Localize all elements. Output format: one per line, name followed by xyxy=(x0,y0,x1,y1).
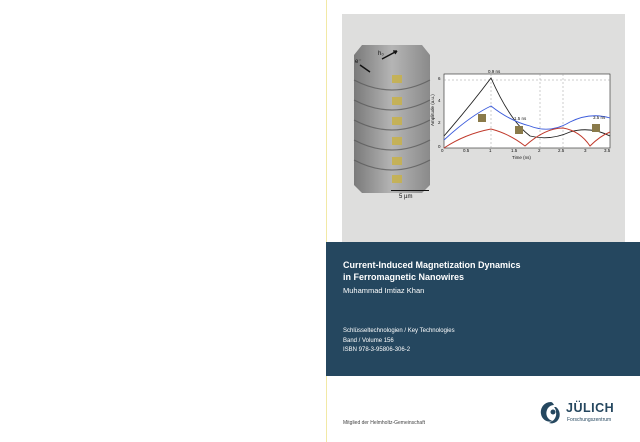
plot-xlabel: Time (ns) xyxy=(512,155,531,160)
scale-bar xyxy=(391,190,429,191)
annotation-0: 0.9 ns xyxy=(488,69,501,74)
svg-text:1: 1 xyxy=(489,148,492,153)
title-line-1: Current-Induced Magnetization Dynamics xyxy=(343,260,521,270)
volume-number: Band / Volume 156 xyxy=(343,337,394,344)
author-name: Muhammad Imtiaz Khan xyxy=(343,286,425,295)
series-name: Schlüsseltechnologien / Key Technologies xyxy=(343,328,455,334)
scale-label: 5 µm xyxy=(399,194,413,200)
svg-text:3: 3 xyxy=(584,148,587,153)
julich-logo-icon xyxy=(538,400,564,426)
series-info xyxy=(343,327,455,356)
amplitude-plot xyxy=(430,66,620,166)
svg-text:4: 4 xyxy=(438,98,441,103)
current-label: e⁻ xyxy=(355,59,362,65)
svg-text:1.5: 1.5 xyxy=(511,148,518,153)
logo-name: JÜLICH xyxy=(566,401,615,415)
isbn: ISBN 978-3-95806-306-2 xyxy=(343,347,411,353)
field-label: h₀ xyxy=(378,51,384,57)
title-line-2: in Ferromagnetic Nanowires xyxy=(343,272,465,282)
svg-text:2: 2 xyxy=(438,120,441,125)
annotation-2: 3.5 ns xyxy=(593,115,606,120)
svg-text:2.5: 2.5 xyxy=(558,148,565,153)
plot-ylabel: Amplitude (a.u.) xyxy=(430,94,435,126)
microscopy-image xyxy=(352,45,432,195)
svg-text:0: 0 xyxy=(441,148,444,153)
book-title xyxy=(343,259,623,283)
svg-text:2: 2 xyxy=(538,148,541,153)
svg-text:3.5: 3.5 xyxy=(604,148,611,153)
svg-text:6: 6 xyxy=(438,76,441,81)
annotation-1: 1.5 ns xyxy=(514,116,527,121)
membership-text: Mitglied der Helmholtz-Gemeinschaft xyxy=(343,420,425,426)
svg-text:0: 0 xyxy=(438,144,441,149)
logo-subtitle: Forschungszentrum xyxy=(567,417,612,423)
svg-text:0.5: 0.5 xyxy=(463,148,470,153)
